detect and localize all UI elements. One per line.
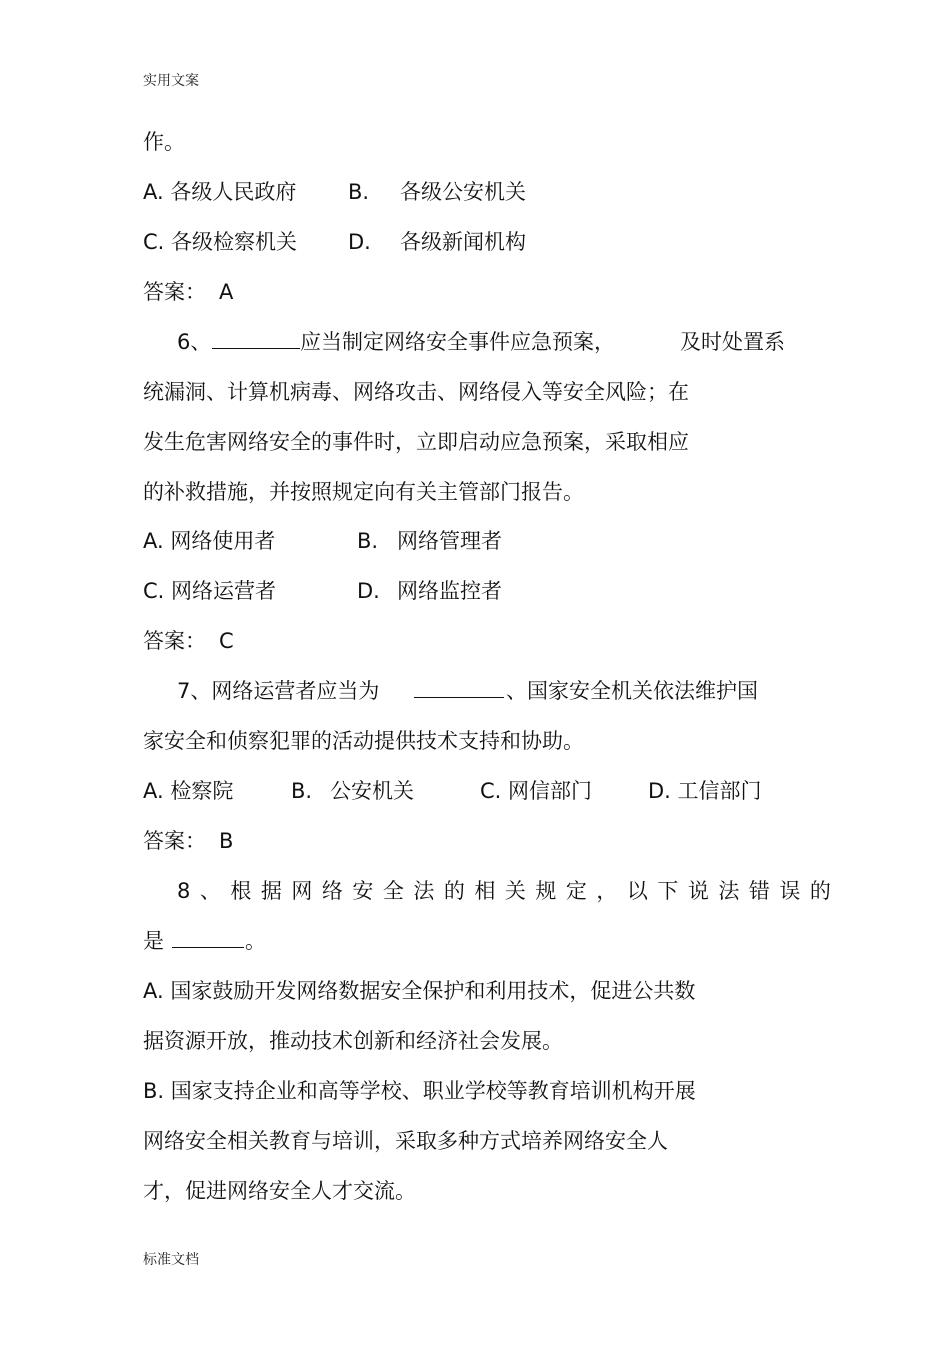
q6-answer: C	[219, 629, 234, 653]
q7-option-d: D. 工信部门	[648, 779, 762, 803]
q8-line2-a: 是	[143, 929, 164, 953]
q8-line2-b: 。	[245, 929, 266, 953]
q8-option-a-line2: 据资源开放，推动技术创新和经济社会发展。	[143, 1029, 563, 1053]
q8-blank	[172, 927, 244, 955]
q6-option-b-letter: B.	[357, 529, 379, 553]
q6-option-a: A. 网络使用者	[143, 529, 276, 553]
q6-option-b: 网络管理者	[397, 529, 502, 553]
q6-answer-label: 答案：	[143, 629, 206, 653]
q6-number: 6、	[177, 330, 212, 354]
q8-option-b-line2: 网络安全相关教育与培训，采取多种方式培养网络安全人	[143, 1129, 668, 1153]
q7-answer: B	[219, 829, 234, 853]
q5-answer: A	[219, 280, 234, 304]
q8-option-b-line1: B. 国家支持企业和高等学校、职业学校等教育培训机构开展	[143, 1079, 696, 1103]
q6-option-d: 网络监控者	[397, 579, 502, 603]
page-header: 实用文案	[143, 73, 199, 89]
q5-option-b-letter: B.	[348, 180, 370, 204]
page-footer: 标准文档	[143, 1252, 199, 1268]
q5-option-d: 各级新闻机构	[400, 230, 526, 254]
q7-answer-label: 答案：	[143, 829, 206, 853]
q6-line4: 的补救措施，并按照规定向有关主管部门报告。	[143, 480, 584, 504]
q8-line1: 8、根据网络安全法的相关规定，以下说法错误的	[177, 879, 841, 903]
q7-blank	[414, 677, 504, 705]
q6-line3: 发生危害网络安全的事件时，立即启动应急预案，采取相应	[143, 430, 689, 454]
q6-line2: 统漏洞、计算机病毒、网络攻击、网络侵入等安全风险；在	[143, 380, 689, 404]
q7-option-a: A. 检察院	[143, 779, 234, 803]
q6-line1-a: 应当制定网络安全事件应急预案，	[300, 330, 615, 354]
q6-line1-b: 及时处置系	[680, 330, 785, 354]
q8-option-b-line3: 才，促进网络安全人才交流。	[143, 1179, 416, 1203]
q5-option-b: 各级公安机关	[400, 180, 526, 204]
q7-option-b-letter: B.	[291, 779, 313, 803]
q7-line1-a: 7、网络运营者应当为	[177, 679, 380, 703]
q7-line2: 家安全和侦察犯罪的活动提供技术支持和协助。	[143, 729, 584, 753]
q5-option-a: A. 各级人民政府	[143, 180, 297, 204]
q6-option-c: C. 网络运营者	[143, 579, 277, 603]
q5-option-c: C. 各级检察机关	[143, 230, 298, 254]
q8-option-a-line1: A. 国家鼓励开发网络数据安全保护和利用技术，促进公共数	[143, 979, 696, 1003]
q7-option-b: 公安机关	[330, 779, 414, 803]
q5-answer-label: 答案：	[143, 280, 206, 304]
q6-blank	[212, 328, 300, 356]
q5-tail: 作。	[143, 130, 185, 154]
q7-option-c: C. 网信部门	[480, 779, 593, 803]
q5-option-d-letter: D.	[348, 230, 371, 254]
q7-line1-b: 、国家安全机关依法维护国	[506, 679, 758, 703]
q6-option-d-letter: D.	[357, 579, 380, 603]
